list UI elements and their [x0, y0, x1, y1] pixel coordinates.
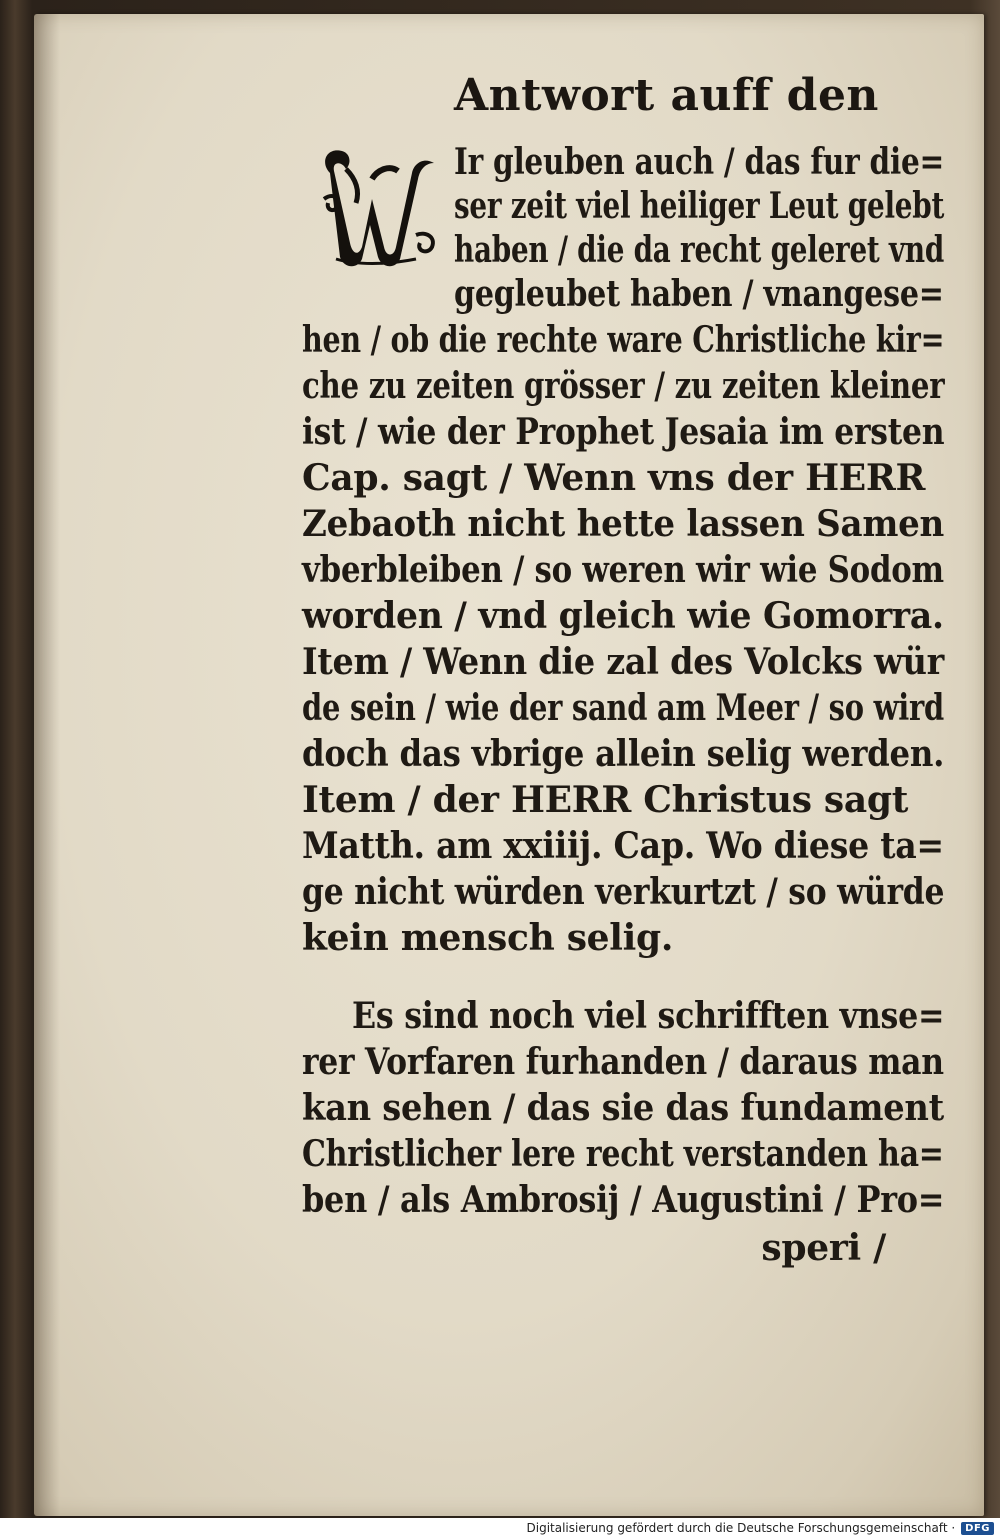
- text-line: Zebaoth nicht hette lassen Samen: [302, 503, 945, 545]
- text-line: haben / die da recht geleret vnd: [454, 229, 945, 271]
- text-line: doch das vbrige allein selig werden.: [302, 733, 945, 775]
- text-line: vberbleiben / so weren wir wie Sodom: [302, 549, 944, 591]
- text-line: hen / ob die rechte ware Christliche kir=: [302, 319, 945, 361]
- text-line: kan sehen / das sie das fundament: [302, 1087, 944, 1129]
- book-page: [34, 14, 984, 1516]
- decorated-initial-w: [316, 139, 442, 269]
- text-line: rer Vorfaren furhanden / daraus man: [302, 1041, 944, 1083]
- text-line: Item / der HERR Christus sagt: [302, 779, 909, 821]
- footer-bar: [0, 1518, 1000, 1538]
- text-line: ist / wie der Prophet Jesaia im ersten: [302, 411, 945, 453]
- running-headline: Antwort auff den: [454, 70, 879, 121]
- text-line: de sein / wie der sand am Meer / so wird: [302, 687, 944, 729]
- text-line: ser zeit viel heiliger Leut gelebt: [454, 185, 945, 227]
- text-line: gegleubet haben / vnangese=: [454, 273, 944, 315]
- catchword: speri /: [761, 1227, 886, 1269]
- initial-w-glyph: [316, 139, 442, 269]
- text-line: ben / als Ambrosij / Augustini / Pro=: [302, 1179, 945, 1221]
- text-line: Es sind noch viel schrifften vnse=: [352, 995, 945, 1037]
- text-line: ge nicht würden verkurtzt / so würde: [302, 871, 945, 913]
- funding-credit: Digitalisierung gefördert durch die Deutsche Forschungsgemeinschaft ·: [526, 1521, 956, 1535]
- text-line: worden / vnd gleich wie Gomorra.: [302, 595, 944, 637]
- text-line: Cap. sagt / Wenn vns der HERR: [302, 457, 926, 499]
- dfg-logo: DFG: [961, 1522, 994, 1535]
- text-line: Item / Wenn die zal des Volcks wür: [302, 641, 944, 683]
- text-line: Matth. am xxiiij. Cap. Wo diese ta=: [302, 825, 944, 867]
- text-line: che zu zeiten grösser / zu zeiten kleiner: [302, 365, 945, 407]
- text-line: Christlicher lere recht verstanden ha=: [302, 1133, 944, 1175]
- text-line: Ir gleuben auch / das fur die=: [454, 141, 945, 183]
- text-line: kein mensch selig.: [302, 917, 674, 959]
